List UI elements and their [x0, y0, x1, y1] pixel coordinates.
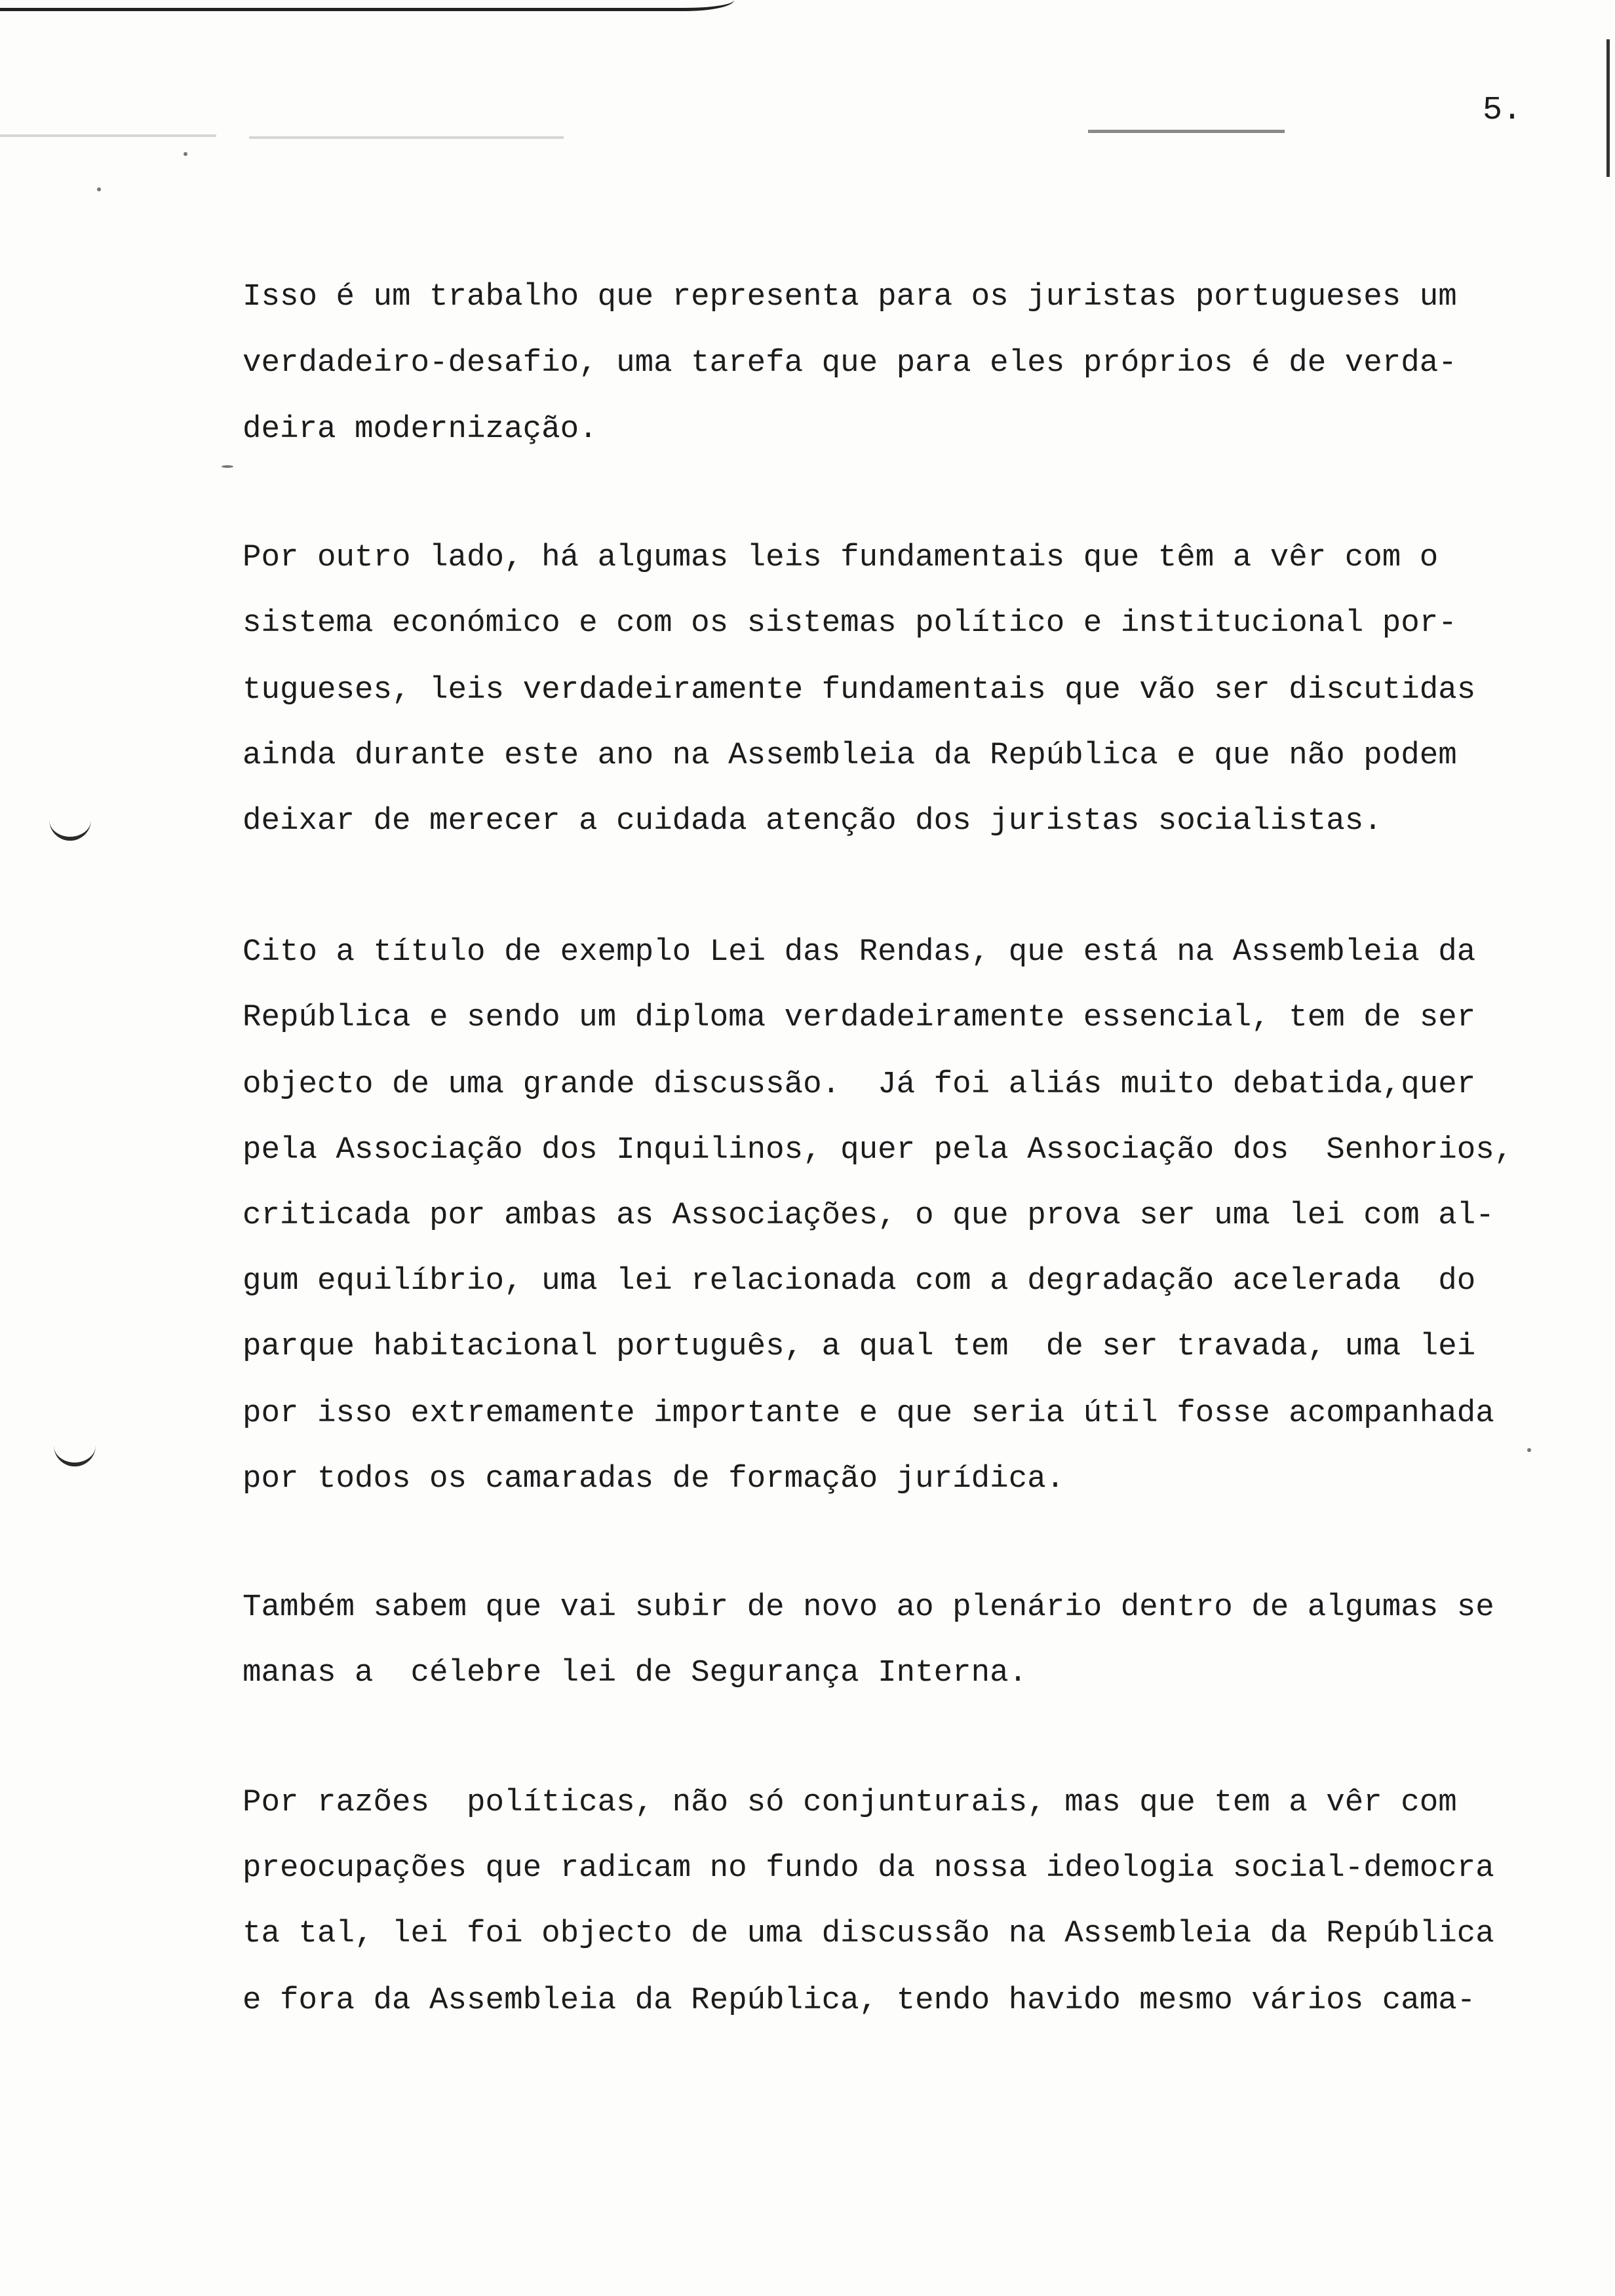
text-line: sistema económico e com os sistemas político e institucional por- [243, 605, 1457, 641]
text-line: preocupações que radicam no fundo da nossa ideologia social-democra [243, 1850, 1494, 1886]
text-line: tugueses, leis verdadeiramente fundamentais que vão ser discutidas [243, 672, 1476, 708]
scan-smudge [249, 136, 564, 139]
text-line: por todos os camaradas de formação jurídica. [243, 1461, 1065, 1497]
text-line: República e sendo um diploma verdadeiramente essencial, tem de ser [243, 1000, 1476, 1035]
scan-speck [1527, 1448, 1531, 1452]
text-line: Cito a título de exemplo Lei das Rendas, que está na Assembleia da [243, 934, 1476, 970]
page-edge-line [0, 0, 734, 11]
scan-speck [222, 465, 233, 468]
text-line: Por razões políticas, não só conjunturais, mas que tem a vêr com [243, 1785, 1457, 1820]
text-line: manas a célebre lei de Segurança Interna. [243, 1655, 1028, 1691]
text-line: gum equilíbrio, uma lei relacionada com a degradação acelerada do [243, 1263, 1476, 1299]
text-line: deira modernização. [243, 411, 598, 447]
text-line: ta tal, lei foi objecto de uma discussão na Assembleia da República [243, 1916, 1494, 1951]
text-line: Por outro lado, há algumas leis fundamentais que têm a vêr com o [243, 540, 1439, 575]
scan-smudge [0, 134, 216, 137]
text-line: pela Associação dos Inquilinos, quer pela Associação dos Senhorios, [243, 1132, 1513, 1168]
punch-hole-mark [49, 816, 91, 841]
page-edge-mark [1606, 39, 1610, 177]
text-line: e fora da Assembleia da República, tendo havido mesmo vários cama- [243, 1983, 1476, 2018]
text-line: objecto de uma grande discussão. Já foi aliás muito debatida,quer [243, 1067, 1476, 1102]
text-line: por isso extremamente importante e que seria útil fosse acompanhada [243, 1396, 1494, 1431]
scan-smudge [1088, 130, 1285, 133]
text-line: Isso é um trabalho que representa para os juristas portugueses um [243, 279, 1457, 315]
text-line: verdadeiro-desafio, uma tarefa que para eles próprios é de verda- [243, 345, 1457, 381]
page-number: 5. [1483, 92, 1523, 129]
punch-hole-mark [54, 1442, 96, 1466]
text-line: Também sabem que vai subir de novo ao plenário dentro de algumas se [243, 1590, 1494, 1625]
text-line: deixar de merecer a cuidada atenção dos juristas socialistas. [243, 803, 1382, 839]
scan-speck [97, 187, 101, 191]
text-line: criticada por ambas as Associações, o que prova ser uma lei com al- [243, 1198, 1494, 1233]
scan-speck [184, 152, 187, 156]
text-line: parque habitacional português, a qual tem de ser travada, uma lei [243, 1329, 1476, 1364]
text-line: ainda durante este ano na Assembleia da República e que não podem [243, 738, 1457, 773]
